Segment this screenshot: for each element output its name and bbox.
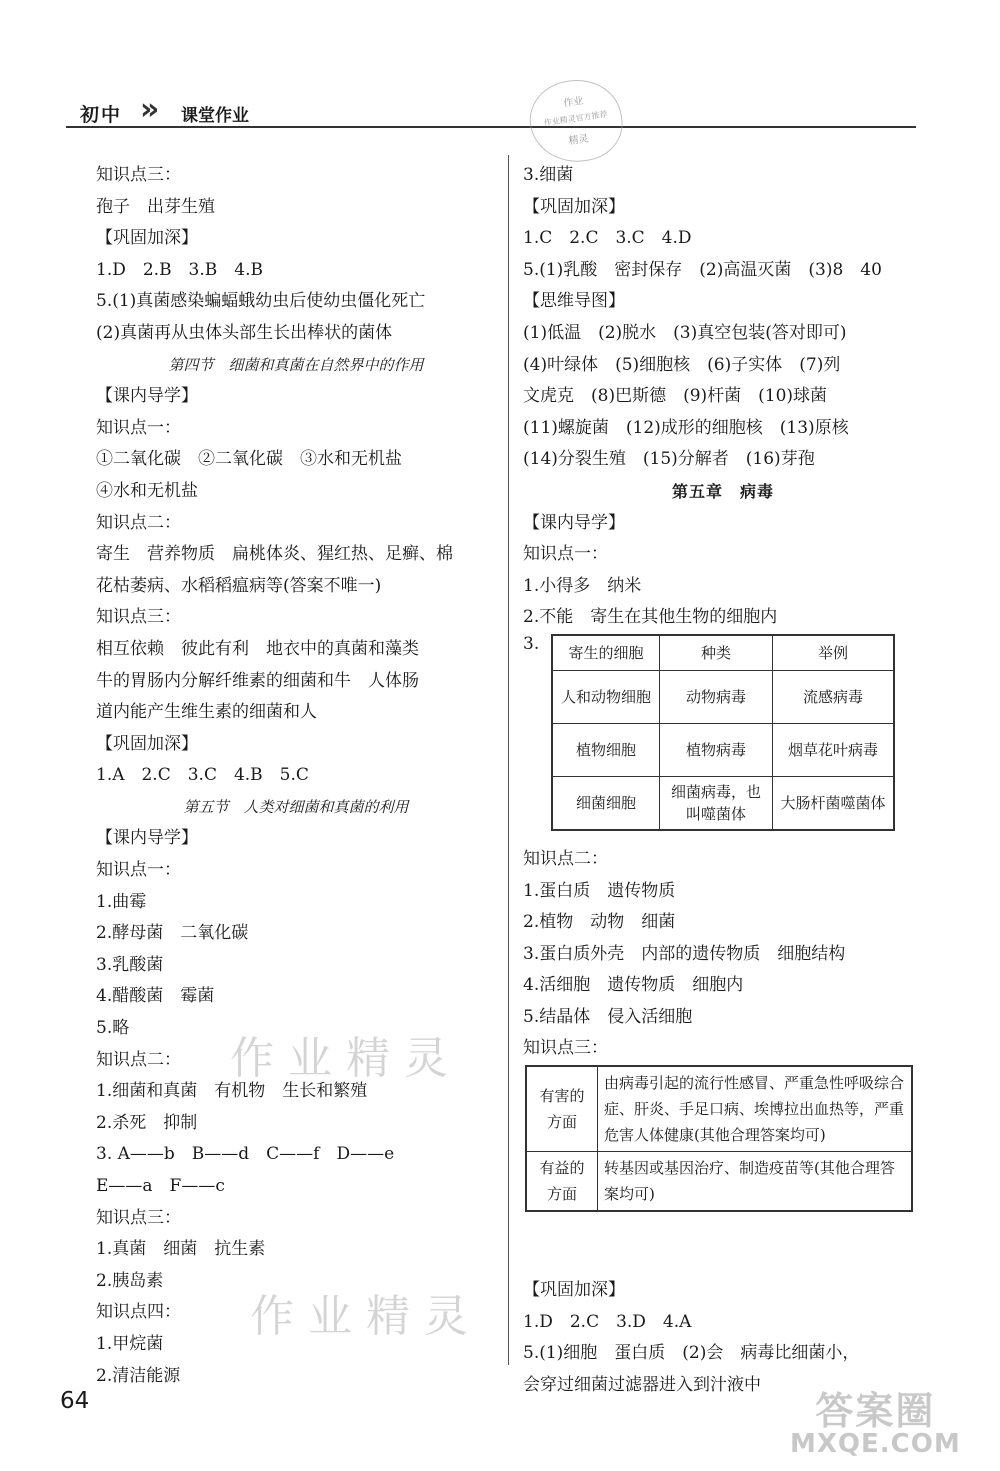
site-watermark-url: MXQE.COM (790, 1429, 961, 1459)
page-number: 64 (60, 1388, 90, 1414)
stamp-text: 作业精灵官方推荐 (543, 109, 608, 128)
table-cell: 植物细胞 (552, 723, 660, 776)
text-line: 2.酵母菌 二氧化碳 (96, 923, 249, 944)
text-line: 文虎克 (8)巴斯德 (9)杆菌 (10)球菌 (523, 386, 828, 407)
table-header-cell: 寄生的细胞 (552, 635, 660, 671)
table-label-cell: 有害的方面 (526, 1066, 598, 1152)
text-line: 1.细菌和真菌 有机物 生长和繁殖 (96, 1081, 368, 1102)
text-line: 孢子 出芽生殖 (96, 196, 215, 217)
table-cell: 烟草花叶病毒 (773, 723, 895, 776)
effect-table (525, 1065, 913, 1212)
text-line: 【巩固加深】 (523, 196, 625, 217)
text-line: 相互依赖 彼此有利 地衣中的真菌和藻类 (96, 638, 419, 659)
text-line: 知识点一： (96, 860, 181, 881)
text-line: 4.醋酸菌 霉菌 (96, 986, 215, 1007)
text-line: E——a F——c (96, 1176, 225, 1196)
text-line: 2.清洁能源 (96, 1365, 181, 1386)
right-column (523, 160, 923, 1401)
text-line: 会穿过细菌过滤器进入到汁液中 (523, 1374, 761, 1395)
table-cell: 转基因或基因治疗、制造疫苗等(其他合理答案均可) (598, 1152, 913, 1212)
text-line: 寄生 营养物质 扁桃体炎、猩红热、足癣、棉 (96, 544, 453, 565)
chapter-heading: 第五章 病毒 (671, 481, 774, 501)
table-header-cell: 举例 (773, 635, 895, 671)
text-line: 【巩固加深】 (523, 1280, 625, 1301)
table-row (526, 1152, 912, 1212)
text-line: (14)分裂生殖 (15)分解者 (16)芽孢 (523, 449, 815, 470)
text-line: 2.不能 寄生在其他生物的细胞内 (523, 607, 778, 628)
table-cell: 植物病毒 (660, 723, 773, 776)
text-line: 【巩固加深】 (96, 733, 198, 754)
text-line: ④水和无机盐 (96, 480, 198, 501)
table-row (552, 723, 894, 776)
text-line: (1)低温 (2)脱水 (3)真空包装(答对即可) (523, 322, 847, 343)
text-line: 知识点三： (96, 165, 181, 185)
header-title: 课堂作业 (181, 106, 249, 126)
text-line: 牛的胃肠内分解纤维素的细菌和牛 人体肠 (96, 670, 419, 691)
text-line: 1.A 2.C 3.C 4.B 5.C (96, 765, 309, 786)
text-line: 1.D 2.B 3.B 4.B (96, 259, 263, 280)
stamp-text: 精灵 (568, 133, 590, 148)
text-line: 【课内导学】 (96, 386, 198, 407)
right-top-block (523, 160, 923, 634)
text-line: 【课内导学】 (96, 828, 198, 849)
text-line: 5.结晶体 侵入活细胞 (523, 1006, 693, 1027)
right-mid-block (523, 844, 923, 1065)
table-cell: 流感病毒 (773, 670, 895, 723)
site-watermark-text: 答案圈 (815, 1389, 936, 1433)
table-header-row (552, 635, 894, 671)
table-cell: 大肠杆菌噬菌体 (773, 776, 895, 830)
text-line: 1.真菌 细菌 抗生素 (96, 1239, 266, 1260)
site-watermark (790, 1380, 961, 1459)
text-line: 1.D 2.C 3.D 4.A (523, 1311, 692, 1332)
text-line: 道内能产生维生素的细菌和人 (96, 702, 317, 723)
section-heading: 第四节 细菌和真菌在自然界中的作用 (168, 355, 424, 374)
virus-table-block (523, 634, 923, 844)
text-line: 3.乳酸菌 (96, 954, 164, 975)
table-row (526, 1066, 912, 1152)
watermark: 作业精灵 (250, 1291, 482, 1342)
text-line: 知识点三： (96, 1207, 181, 1228)
stamp-text: 作业 (562, 95, 585, 110)
table-header-cell: 种类 (660, 635, 773, 671)
text-line: 花枯萎病、水稻稻瘟病等(答案不唯一) (96, 575, 382, 596)
text-line: 3.细菌 (523, 165, 574, 185)
header-rule (66, 126, 916, 128)
text-line: 知识点三： (96, 607, 181, 628)
item-number: 3. (523, 633, 540, 654)
text-line: 4.活细胞 遗传物质 细胞内 (523, 975, 744, 996)
table-cell: 由病毒引起的流行性感冒、严重急性呼吸综合症、肝炎、手足口病、埃博拉出血热等，严重危害人体健康(其他合理答案均可) (598, 1066, 913, 1152)
text-line: 知识点二： (96, 512, 181, 533)
table-cell: 细菌病毒，也叫噬菌体 (660, 776, 773, 830)
text-line: 知识点一： (523, 544, 608, 565)
text-line: (11)螺旋菌 (12)成形的细胞核 (13)原核 (523, 417, 849, 438)
text-line: 【思维导图】 (523, 291, 625, 312)
table-cell: 细菌细胞 (552, 776, 660, 830)
text-line: 5.(1)细胞 蛋白质 (2)会 病毒比细菌小， (523, 1343, 860, 1364)
text-line: 【课内导学】 (523, 512, 625, 533)
text-line: 【巩固加深】 (96, 228, 198, 249)
text-line: 5.略 (96, 1018, 130, 1039)
table-row (552, 670, 894, 723)
left-column (96, 160, 496, 1392)
text-line: 知识点四： (96, 1302, 181, 1323)
page-header (66, 92, 916, 128)
text-line: 1.甲烷菌 (96, 1333, 164, 1354)
text-line: 2.植物 动物 细菌 (523, 912, 676, 933)
watermark: 作业精灵 (230, 1033, 462, 1084)
text-line: 知识点三： (523, 1038, 608, 1059)
stamp-mark (525, 74, 628, 168)
table-row (552, 776, 894, 830)
text-line: 1.C 2.C 3.C 4.D (523, 228, 692, 249)
effect-table-block (525, 1065, 923, 1275)
text-line: 5.(1)真菌感染蝙蝠蛾幼虫后使幼虫僵化死亡 (96, 291, 426, 312)
text-line: 2.胰岛素 (96, 1270, 164, 1291)
header-tag: 初中 (80, 104, 123, 126)
column-divider (508, 155, 509, 1365)
virus-table (551, 634, 895, 831)
text-line: 5.(1)乳酸 密封保存 (2)高温灭菌 (3)8 40 (523, 259, 882, 280)
text-line: 3. A——b B——d C——f D——e (96, 1144, 395, 1165)
text-line: 2.杀死 抑制 (96, 1112, 198, 1133)
section-heading: 第五节 人类对细菌和真菌的利用 (183, 797, 409, 816)
text-line: 1.曲霉 (96, 891, 147, 912)
text-line: 3.蛋白质外壳 内部的遗传物质 细胞结构 (523, 943, 846, 964)
table-label-cell: 有益的方面 (526, 1152, 598, 1212)
double-chevron-icon: » (140, 92, 152, 127)
text-line: 知识点二： (523, 848, 608, 869)
table-cell: 动物病毒 (660, 670, 773, 723)
text-line: (2)真菌再从虫体头部生长出棒状的菌体 (96, 322, 393, 343)
text-line: ①二氧化碳 ②二氧化碳 ③水和无机盐 (96, 449, 402, 470)
table-cell: 人和动物细胞 (552, 670, 660, 723)
text-line: 知识点二： (96, 1049, 181, 1070)
text-line: 知识点一： (96, 417, 181, 438)
text-line: 1.小得多 纳米 (523, 575, 642, 596)
text-line: (4)叶绿体 (5)细胞核 (6)子实体 (7)列 (523, 354, 841, 375)
text-line: 1.蛋白质 遗传物质 (523, 880, 676, 901)
